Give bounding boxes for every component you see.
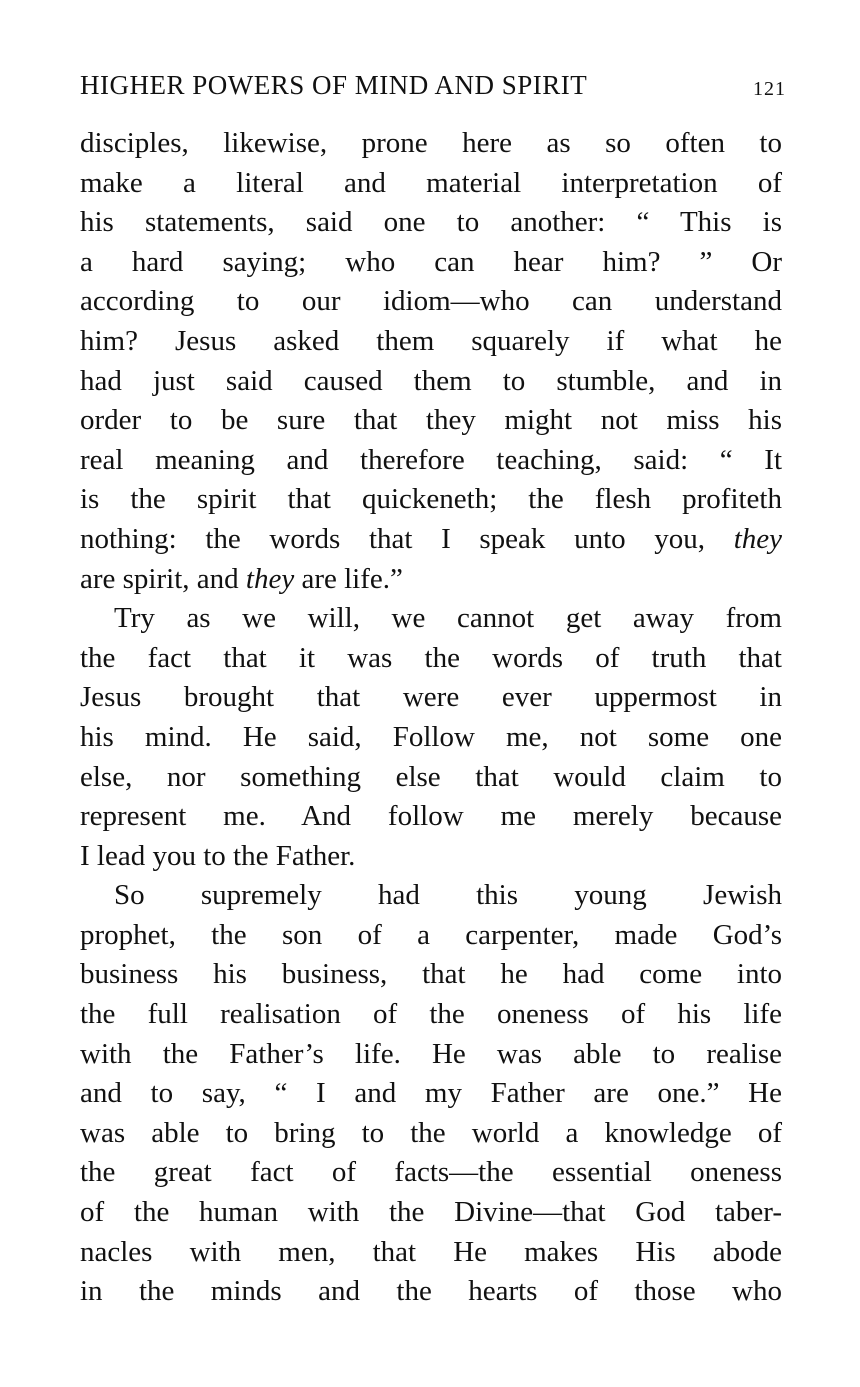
text-line: So supremely had this young Jewish [114,879,782,912]
paragraph-3 [80,876,782,1312]
text-line: had just said caused them to stumble, and in [80,364,782,397]
italic-word: they [245,562,295,595]
text-line: with the Father’s life. He was able to realise [80,1037,782,1070]
text-span: nothing: the words that I speak unto you, [80,522,734,555]
text-line: a hard saying; who can hear him? ” Or [80,245,782,278]
text-line-with-italic [80,520,782,560]
running-head: HIGHER POWERS OF MIND AND SPIRIT [80,70,588,100]
italic-word: they [733,522,782,555]
text-line: represent me. And follow me merely because [80,800,782,833]
text-line: his statements, said one to another: “ This is [80,206,782,239]
text-line: order to be sure that they might not miss his [80,404,782,437]
text-line: the full realisation of the oneness of his life [80,998,782,1031]
text-line: Try as we will, we cannot get away from [114,602,782,635]
text-line: Jesus brought that were ever uppermost in [80,681,782,714]
text-span: are life.” [294,562,403,595]
page-number: 121 [753,78,786,100]
text-line: I lead you to the Father. [80,839,356,872]
text-line: nacles with men, that He makes His abode [80,1235,782,1268]
page-header [80,70,786,110]
text-line: the fact that it was the words of truth that [80,641,782,674]
text-line: his mind. He said, Follow me, not some one [80,720,782,753]
text-line: prophet, the son of a carpenter, made God’s [80,918,782,951]
text-line: of the human with the Divine—that God taber- [80,1196,782,1229]
text-line: and to say, “ I and my Father are one.” He [80,1077,782,1110]
text-line: business his business, that he had come into [80,958,782,991]
paragraph-2 [80,599,782,876]
text-line: him? Jesus asked them squarely if what he [80,324,782,357]
text-line-with-italic [80,560,782,600]
text-line: make a literal and material interpretation of [80,166,782,199]
text-line: the great fact of facts—the essential oneness [80,1156,782,1189]
text-line: is the spirit that quickeneth; the flesh profiteth [80,483,782,516]
text-line: in the minds and the hearts of those who [80,1275,782,1308]
text-span: are spirit, and [80,562,246,595]
text-line: disciples, likewise, prone here as so often to [80,127,782,159]
text-line: else, nor something else that would claim to [80,760,782,793]
paragraph-1 [80,124,782,599]
text-line: according to our idiom—who can understand [80,285,782,318]
body-text [80,124,782,1312]
text-line: real meaning and therefore teaching, said: “ It [80,443,782,476]
text-line: was able to bring to the world a knowledge of [80,1116,782,1149]
